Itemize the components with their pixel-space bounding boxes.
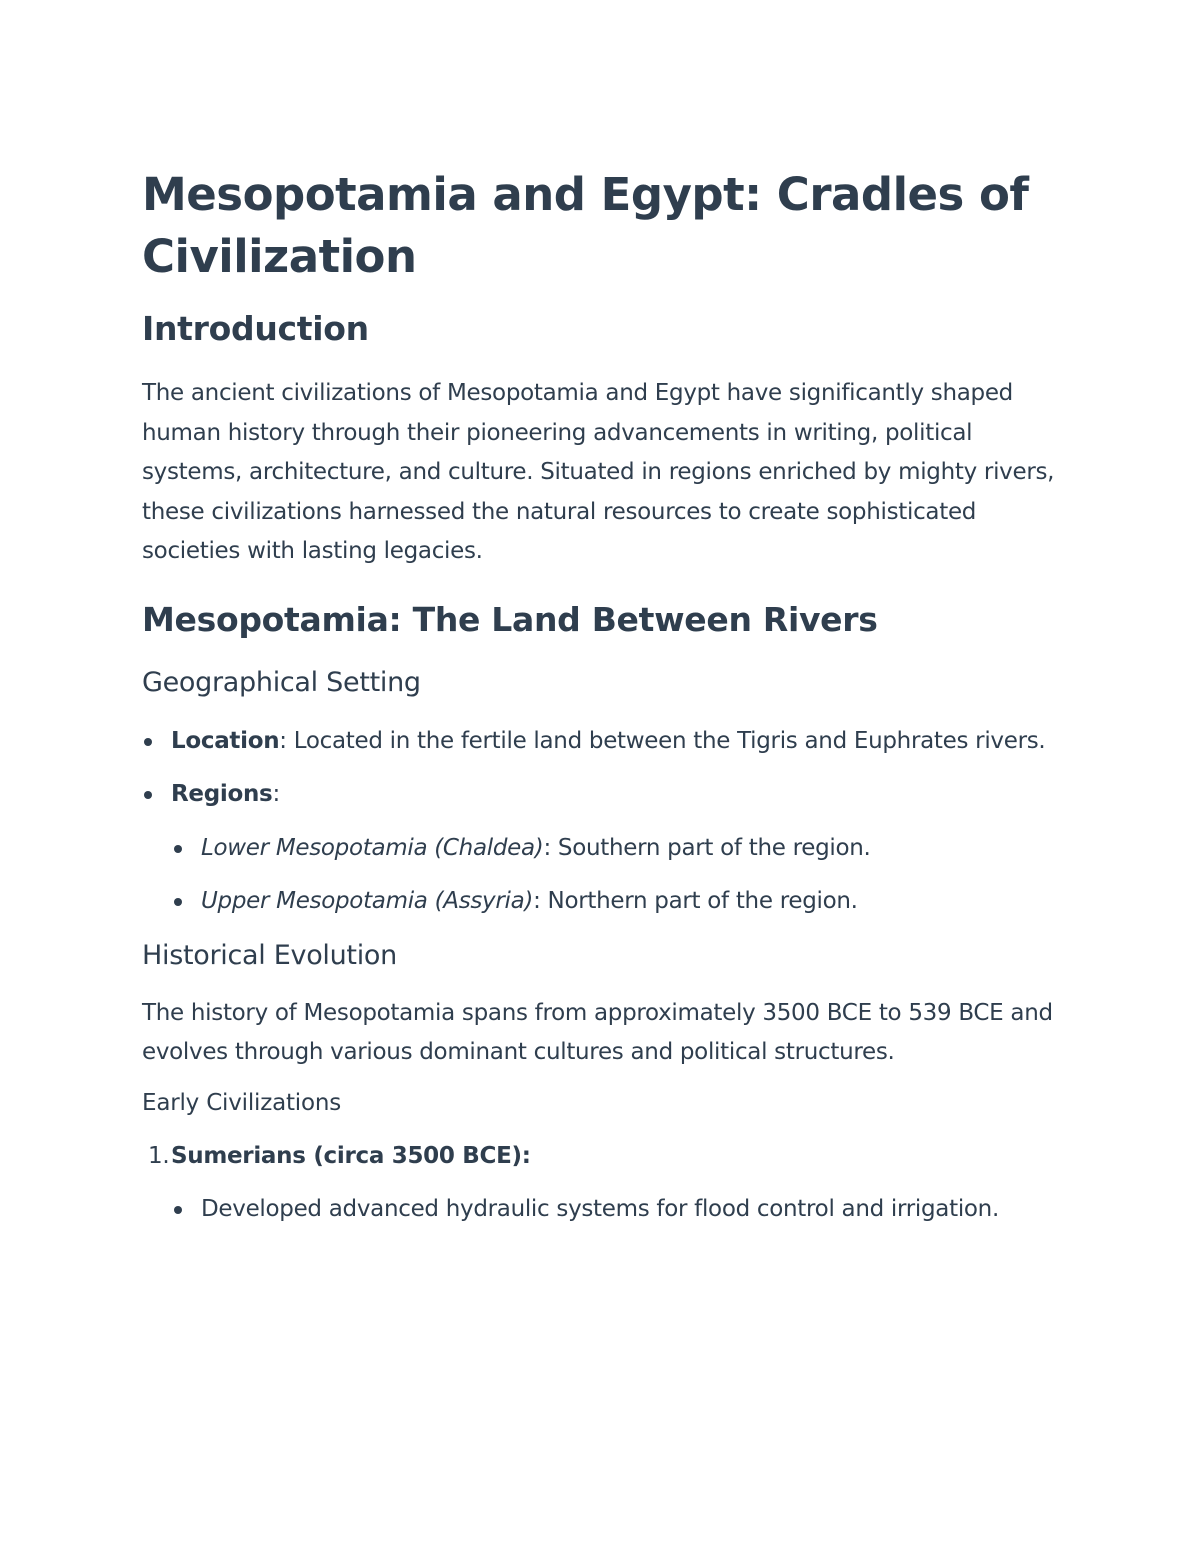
history-heading: Historical Evolution bbox=[142, 939, 397, 971]
location-label: Location bbox=[171, 727, 280, 754]
region-name: Upper Mesopotamia (Assyria) bbox=[201, 888, 534, 914]
list-item-hydraulic bbox=[142, 1190, 1062, 1230]
regions-colon: : bbox=[272, 781, 280, 807]
region-name: Lower Mesopotamia (Chaldea) bbox=[201, 834, 544, 861]
history-paragraph: The history of Mesopotamia spans from approximately 3500 BCE to 539 BCE and evolves through various dominant cultures and political structures. bbox=[142, 999, 1053, 1065]
regions-label: Regions bbox=[171, 781, 273, 807]
geography-list bbox=[142, 722, 1062, 922]
early-civilizations-heading: Early Civilizations bbox=[142, 1089, 342, 1116]
list-item-regions bbox=[142, 775, 1062, 815]
early-civilizations-list bbox=[142, 1137, 1062, 1177]
list-item-location bbox=[142, 722, 1062, 762]
region-text: : Southern part of the region. bbox=[543, 834, 871, 861]
mesopotamia-heading: Mesopotamia: The Land Between Rivers bbox=[142, 599, 878, 639]
document-page bbox=[142, 164, 1062, 1230]
list-item-lower-mesopotamia bbox=[142, 829, 1062, 869]
list-number: 1. bbox=[148, 1142, 170, 1169]
document-title: Mesopotamia and Egypt: Cradles of Civilization bbox=[142, 168, 1029, 283]
point-text: Developed advanced hydraulic systems for flood control and irrigation. bbox=[201, 1196, 999, 1222]
location-text: : Located in the fertile land between the Tigris and Euphrates rivers. bbox=[279, 727, 1046, 754]
region-text: : Northern part of the region. bbox=[533, 888, 858, 914]
sumerians-points bbox=[142, 1190, 1062, 1230]
list-item-upper-mesopotamia bbox=[142, 882, 1062, 922]
intro-heading: Introduction bbox=[142, 309, 369, 348]
intro-paragraph: The ancient civilizations of Mesopotamia and Egypt have significantly shaped human history through their pioneering advancements in writing, political systems, architecture, and culture. Situated in regions enriched by mighty rivers, these civilizations harnessed the natural resources to create sophisticated societies with lasting legacies. bbox=[142, 380, 1055, 564]
geography-heading: Geographical Setting bbox=[142, 666, 421, 698]
list-item-sumerians bbox=[142, 1137, 1062, 1177]
sumerians-label: Sumerians (circa 3500 BCE): bbox=[171, 1142, 531, 1169]
